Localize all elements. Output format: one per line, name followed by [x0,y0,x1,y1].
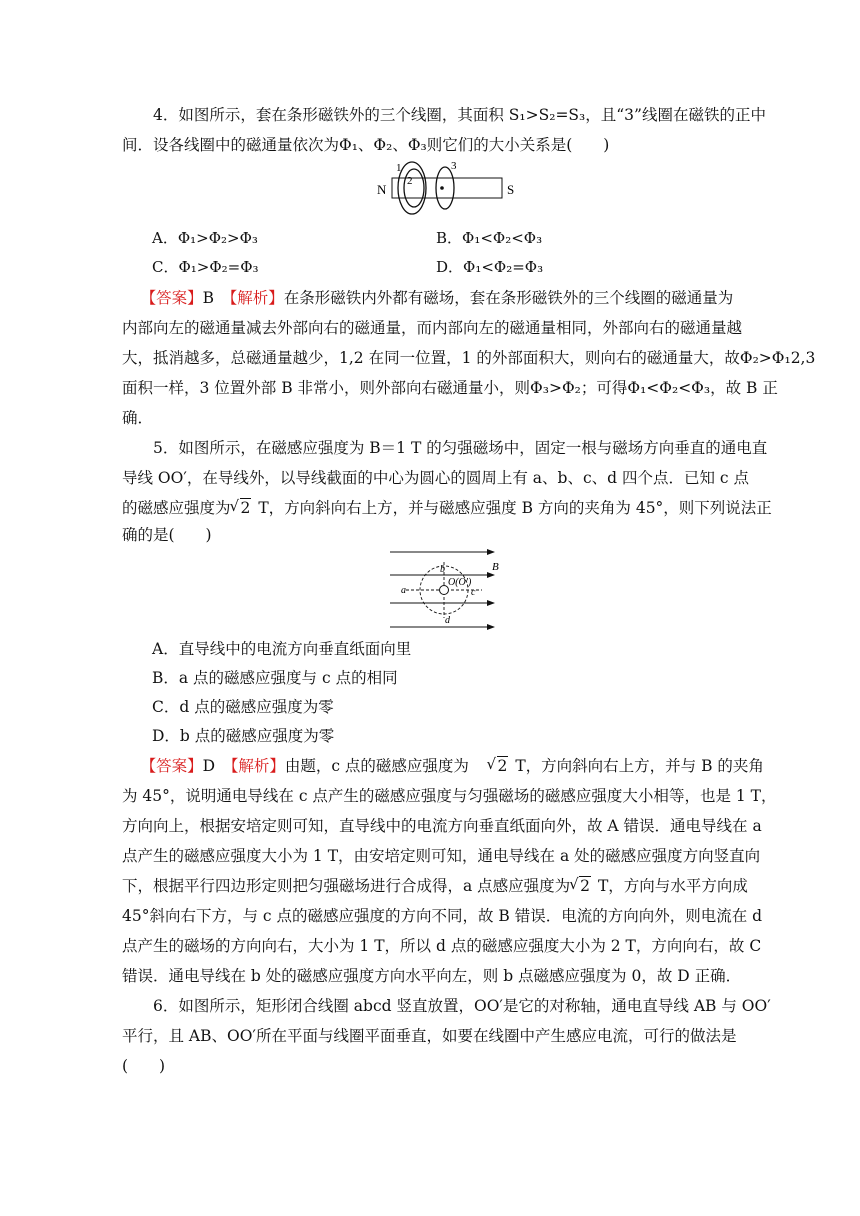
q5-stem-line3 [122,493,772,523]
label-1: 1 [396,162,402,174]
q5-analysis-line7: 点产生的磁场的方向向右，大小为 1 T，所以 d 点的磁感应强度大小为 2 T，方向向右，故 C [122,937,762,955]
q5-analysis-line2: 为 45°，说明通电导线在 c 点产生的磁感应强度与匀强磁场的磁感应强度大小相等，也是 1 T， [122,787,777,805]
q4-stem-line1: 4．如图所示，套在条形磁铁外的三个线圈，其面积 S₁>S₂=S₃，且“3”线圈在磁铁的正中 [153,106,766,124]
q5-analysis-text1b: T，方向斜向右上方，并与 B 的夹角 [510,757,764,775]
label-B: B [492,561,499,573]
label-c: c [471,587,476,598]
label-b: b [440,564,445,575]
q4-option-b: B．Φ₁<Φ₂<Φ₃ [436,229,543,247]
q4-option-d: D．Φ₁<Φ₂=Φ₃ [436,258,544,276]
q4-analysis-text1: 在条形磁铁内外都有磁场，套在条形磁铁外的三个线圈的磁通量为 [283,289,734,307]
q5-option-a: A．直导线中的电流方向垂直纸面向里 [152,640,412,658]
sqrt-symbol [231,493,252,523]
q5-field-figure [382,545,514,633]
q4-analysis-line2: 内部向左的磁通量减去外部向右的磁通量，而内部向左的磁通量相同，外部向右的磁通量越 [122,319,743,337]
q4-option-c: C．Φ₁>Φ₂=Φ₃ [152,258,259,276]
sqrt-symbol [469,751,508,781]
q4-analysis-tag: 【解析】 [229,289,284,307]
q4-analysis-line5: 确． [122,409,154,427]
q6-stem-line2: 平行，且 AB、OO′所在平面与线圈平面垂直，如要在线圈中产生感应电流，可行的做法是 [122,1027,737,1045]
label-N: N [377,182,387,197]
q5-analysis-line8: 错误．通电导线在 b 处的磁感应强度方向水平向左，则 b 点磁感应强度为 0，故 D 正确． [122,967,742,985]
q4-answer-tag: 【答案】 [140,289,203,307]
label-2: 2 [407,175,413,187]
q5-analysis-line3: 方向向上，根据安培定则可知，直导线中的电流方向垂直纸面向外，故 A 错误．通电导线在 a [122,817,762,835]
sqrt-value: 2 [580,877,591,895]
q5-option-b: B．a 点的磁感应强度与 c 点的相同 [152,669,398,687]
q5-analysis-line6: 45°斜向右下方，与 c 点的磁感应强度的方向不同，故 B 错误．电流的方向向外，则电流在 d [122,907,763,925]
label-a: a [401,585,406,596]
q5-stem-line1: 5．如图所示，在磁感应强度为 B＝1 T 的匀强磁场中，固定一根与磁场方向垂直的通电直 [153,439,768,457]
q4-option-a: A．Φ₁>Φ₂>Φ₃ [152,229,258,247]
q5-stem-line4: 确的是( ) [122,526,212,544]
coil-3 [436,167,454,209]
sqrt-value: 2 [240,499,251,517]
magnet-center-dot [440,186,444,190]
sqrt-value: 2 [497,757,508,775]
q5-analysis-line1 [122,751,764,781]
q5-option-c: C．d 点的磁感应强度为零 [152,698,334,716]
q5-analysis-text1a: 由题，c 点的磁感应强度为 [284,757,469,775]
q5-analysis-line5 [122,871,748,901]
q5-analysis-text5b: T，方向与水平方向成 [593,877,748,895]
q5-answer: D [202,757,216,775]
label-center: O(O′) [448,577,472,588]
q4-answer: B [202,289,214,307]
q5-analysis-tag: 【解析】 [230,757,285,775]
q5-answer-tag: 【答案】 [140,757,203,775]
q5-stem-line3-a: 的磁感应强度为 [122,499,231,517]
q4-magnet-figure [370,160,525,220]
label-3: 3 [451,160,457,172]
q4-analysis-line1 [122,283,738,313]
q5-option-d: D．b 点的磁感应强度为零 [152,727,335,745]
sqrt-symbol [570,871,591,901]
q5-stem-line2: 导线 OO′，在导线外，以导线截面的中心为圆心的圆周上有 a、b、c、d 四个点．已知 c 点 [122,469,750,487]
q6-stem-line1: 6．如图所示，矩形闭合线圈 abcd 竖直放置，OO′是它的对称轴，通电直导线 AB 与 OO′ [153,997,771,1015]
label-S: S [507,182,515,197]
q4-analysis-line4: 面积一样，3 位置外部 B 非常小，则外部向右磁通量小，则Φ₃>Φ₂；可得Φ₁<Φ₂<Φ₃，故 B 正 [122,379,778,397]
q5-stem-line3-b: T，方向斜向右上方，并与磁感应强度 B 方向的夹角为 45°，则下列说法正 [253,499,772,517]
q4-stem-line2: 间．设各线圈中的磁通量依次为Φ₁、Φ₂、Φ₃则它们的大小关系是( ) [122,136,610,154]
q5-analysis-line4: 点产生的磁感应强度大小为 1 T，由安培定则可知，通电导线在 a 处的磁感应强度方向竖直向 [122,847,761,865]
q4-analysis-line3: 大，抵消越多，总磁通量越少，1,2 在同一位置，1 的外部面积大，则向右的磁通量大，故Φ₂>Φ₁2,3 [122,349,816,367]
label-d: d [445,615,450,626]
q6-stem-line3: ( ) [122,1057,166,1075]
q5-analysis-text5a: 下，根据平行四边形定则把匀强磁场进行合成得，a 点感应强度为 [122,877,571,895]
